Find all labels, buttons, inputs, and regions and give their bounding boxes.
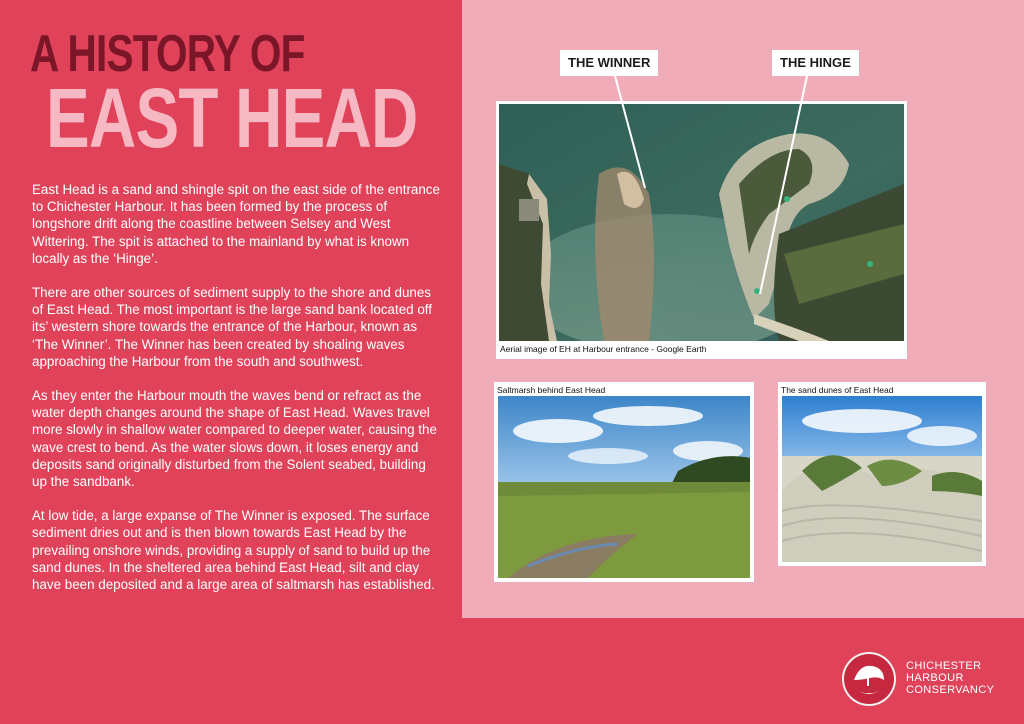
page-title-line2: EAST HEAD (46, 71, 418, 165)
body-text (32, 181, 444, 610)
logo-line-2: HARBOUR (906, 672, 964, 684)
logo-line-3: CONSERVANCY (906, 684, 995, 696)
paragraph-1: East Head is a sand and shingle spit on the east side of the entrance to Chichester Harbour. It has been formed by the process of longshore drift along the coastline between Selsey and West Wittering. The spit is attached to the mainland by what is known locally as the ‘Hinge’. (32, 182, 440, 266)
aerial-image-card (496, 101, 907, 359)
dunes-photo-card (778, 382, 986, 566)
logo-line-1: CHICHESTER (906, 660, 982, 672)
label-the-winner: THE WINNER (560, 50, 658, 76)
aerial-image (499, 104, 904, 341)
paragraph-3: As they enter the Harbour mouth the waves bend or refract as the water depth changes around the shape of East Head. Waves travel more slowly in shallow water compared to deeper water, causing the wave crest to bend. As the water slows down, it loses energy and deposits sand originally disturbed from the Solent seabed, building up the sandbank. (32, 388, 437, 490)
conservancy-logo-text (906, 660, 994, 696)
label-the-hinge: THE HINGE (772, 50, 859, 76)
saltmarsh-photo-card (494, 382, 754, 582)
saltmarsh-caption: Saltmarsh behind East Head (497, 385, 606, 395)
aerial-caption: Aerial image of EH at Harbour entrance - Google Earth (500, 344, 707, 354)
dunes-caption: The sand dunes of East Head (781, 385, 894, 395)
conservancy-logo-icon (840, 650, 898, 708)
paragraph-2: There are other sources of sediment supply to the shore and dunes of East Head. The most important is the large sand bank located off its’ western shore towards the entrance of the Harbour, known as ‘The Winner’. The Winner has been created by shoaling waves approaching the Harbour from the south and southwest. (32, 285, 432, 369)
saltmarsh-photo (498, 396, 750, 578)
dunes-photo (782, 396, 982, 562)
paragraph-4: At low tide, a large expanse of The Winner is exposed. The surface sediment dries out and is then blown towards East Head by the prevailing onshore winds, providing a supply of sand to build up the sand dunes. In the sheltered area behind East Head, silt and clay have been deposited and a large area of saltmarsh has established. (32, 508, 435, 593)
page-title-line1: A HISTORY OF (30, 25, 305, 83)
